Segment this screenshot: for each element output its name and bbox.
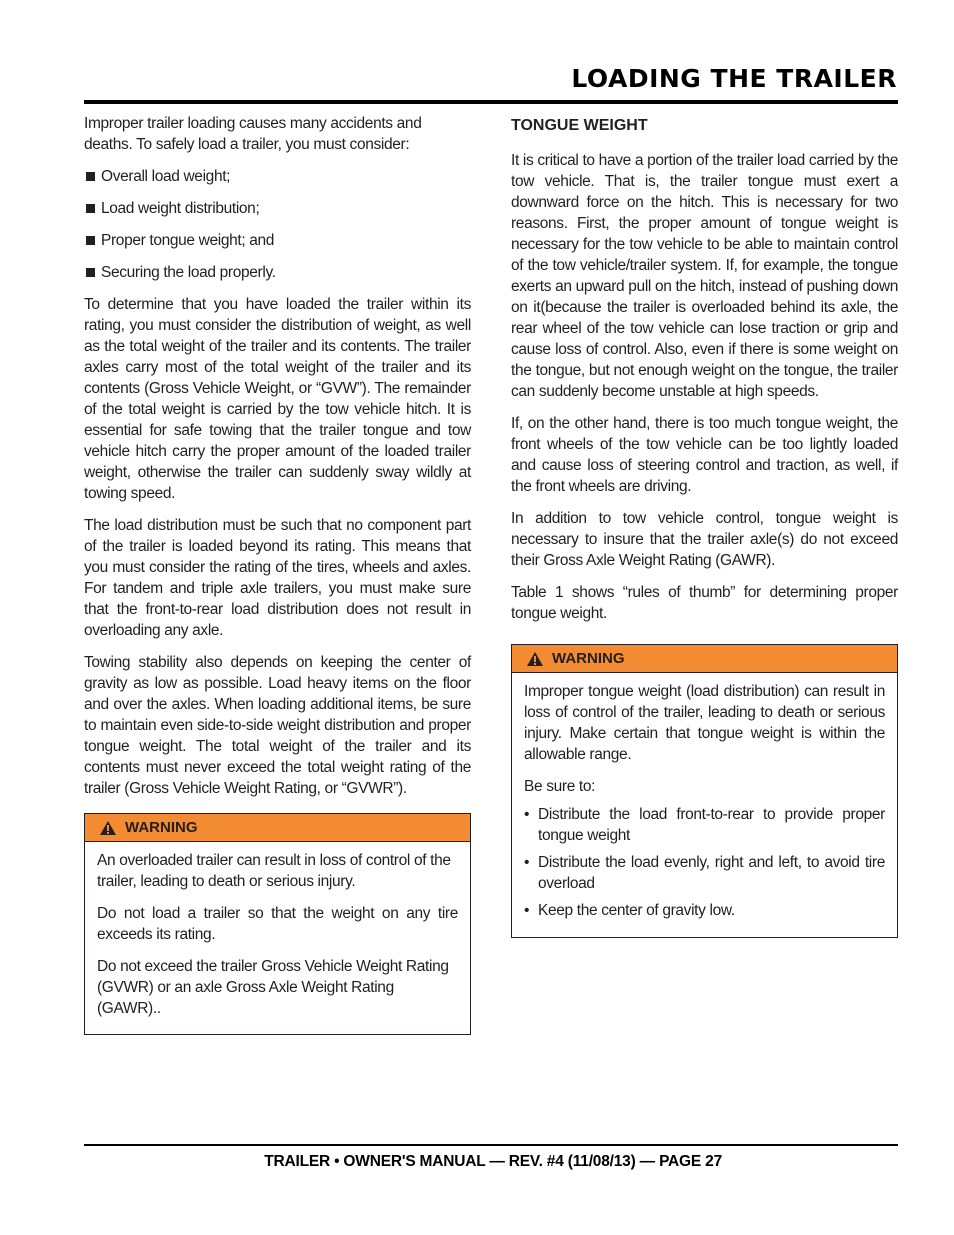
header-rule (84, 100, 898, 104)
list-item (84, 166, 471, 187)
tongue-weight-paragraph: It is critical to have a portion of the trailer load carried by the tow vehicle. That is, the trailer tongue must exert a downward force on the hitch. This is necessary for two reasons. First, the proper amount of tongue weight is necessary for the tow vehicle to be able to maintain control of the tow vehicle/trailer system. If, for example, the tongue exerts an upward pull on the hitch, instead of pushing down on it(because the trailer is overloaded behind its axle, the rear wheel of the tow vehicle can lose traction or grip and cause loss of control. Also, even if there is some weight on the tongue, but not enough weight on the tongue, the trailer can suddenly become unstable at high speeds. (511, 152, 898, 400)
warning-text: Improper tongue weight (load distribution) can result in loss of control of the trailer, leading to death or serious injury. Make certain that tongue weight is within the allowable range. (524, 683, 885, 763)
table-reference-paragraph: Table 1 shows “rules of thumb” for determining proper tongue weight. (511, 584, 898, 622)
bullet-dot: • (524, 806, 530, 823)
warning-body (85, 842, 470, 1034)
overload-warning-box (84, 813, 471, 1035)
list-item (84, 198, 471, 219)
list-item (84, 230, 471, 251)
list-item-text: Distribute the load front-to-rear to provide proper tongue weight (538, 806, 885, 844)
list-item-text: Overall load weight; (101, 168, 231, 185)
list-item (524, 900, 885, 921)
bullet-dot: • (524, 854, 530, 871)
warning-header (85, 814, 470, 842)
warning-label: WARNING (552, 650, 625, 667)
warning-triangle-icon (99, 820, 117, 836)
warning-triangle-icon (526, 651, 544, 667)
square-bullet-icon (86, 268, 95, 277)
section-heading: TONGUE WEIGHT (511, 117, 648, 134)
tongue-weight-warning-box (511, 644, 898, 938)
warning-header (512, 645, 897, 673)
list-item-text: Securing the load properly. (101, 264, 276, 281)
warning-body (512, 673, 897, 937)
bullet-dot: • (524, 902, 530, 919)
page-title: LOADING THE TRAILER (571, 64, 897, 93)
list-item-text: Distribute the load evenly, right and left, to avoid tire overload (538, 854, 885, 892)
excess-tongue-weight-paragraph: If, on the other hand, there is too much tongue weight, the front wheels of the tow vehicle can be too lightly loaded and cause loss of steering control and traction, as well, if the front wheels are driving. (511, 415, 898, 495)
axle-rating-paragraph: In addition to tow vehicle control, tongue weight is necessary to insure that the trailer axle(s) do not exceed their Gross Axle Weight Rating (GAWR). (511, 510, 898, 569)
weight-rating-paragraph: To determine that you have loaded the trailer within its rating, you must consider the distribution of weight, as well as the total weight of the trailer and its contents. The trailer axles carry most of the total weight of the trailer and its contents (Gross Vehicle Weight, or “GVW”). The remainder of the total weight is carried by the tow vehicle hitch. It is essential for safe towing that the trailer tongue and tow vehicle hitch carry the proper amount of the loaded trailer weight, otherwise the trailer can suddenly sway wildly at towing speed. (84, 296, 471, 502)
load-distribution-paragraph: The load distribution must be such that no component part of the trailer is loaded beyond its rating. This means that you must consider the rating of the tires, wheels and axles. For tandem and triple axle trailers, you must make sure that the front-to-rear load distribution does not result in overloading any axle. (84, 517, 471, 639)
towing-stability-paragraph: Towing stability also depends on keeping the center of gravity as low as possible. Load heavy items on the floor and over the axles. When loading additional items, be sure to maintain even side-to-side weight distribution and proper tongue weight. The total weight of the trailer and its contents must never exceed the total weight rating of the trailer (Gross Vehicle Weight Rating, or “GVWR”). (84, 654, 471, 797)
warning-label: WARNING (125, 819, 198, 836)
right-column (511, 113, 898, 938)
intro-paragraph: Improper trailer loading causes many accidents and deaths. To safely load a trailer, you must consider: (84, 115, 422, 153)
warning-text: Be sure to: (524, 778, 596, 795)
list-item-text: Proper tongue weight; and (101, 232, 275, 249)
left-column (84, 113, 471, 1035)
list-item (84, 262, 471, 283)
warning-text: An overloaded trailer can result in loss of control of the trailer, leading to death or serious injury. (97, 852, 451, 890)
list-item (524, 804, 885, 846)
warning-text: Do not load a trailer so that the weight on any tire exceeds its rating. (97, 905, 458, 943)
page-footer: TRAILER • OWNER'S MANUAL — REV. #4 (11/08/13) — PAGE 27 (264, 1153, 722, 1170)
square-bullet-icon (86, 204, 95, 213)
list-item (524, 852, 885, 894)
footer-rule (84, 1144, 898, 1146)
list-item-text: Keep the center of gravity low. (538, 902, 735, 919)
square-bullet-icon (86, 172, 95, 181)
square-bullet-icon (86, 236, 95, 245)
warning-text: Do not exceed the trailer Gross Vehicle Weight Rating (GVWR) or an axle Gross Axle Weight Rating (GAWR).. (97, 958, 449, 1017)
list-item-text: Load weight distribution; (101, 200, 260, 217)
